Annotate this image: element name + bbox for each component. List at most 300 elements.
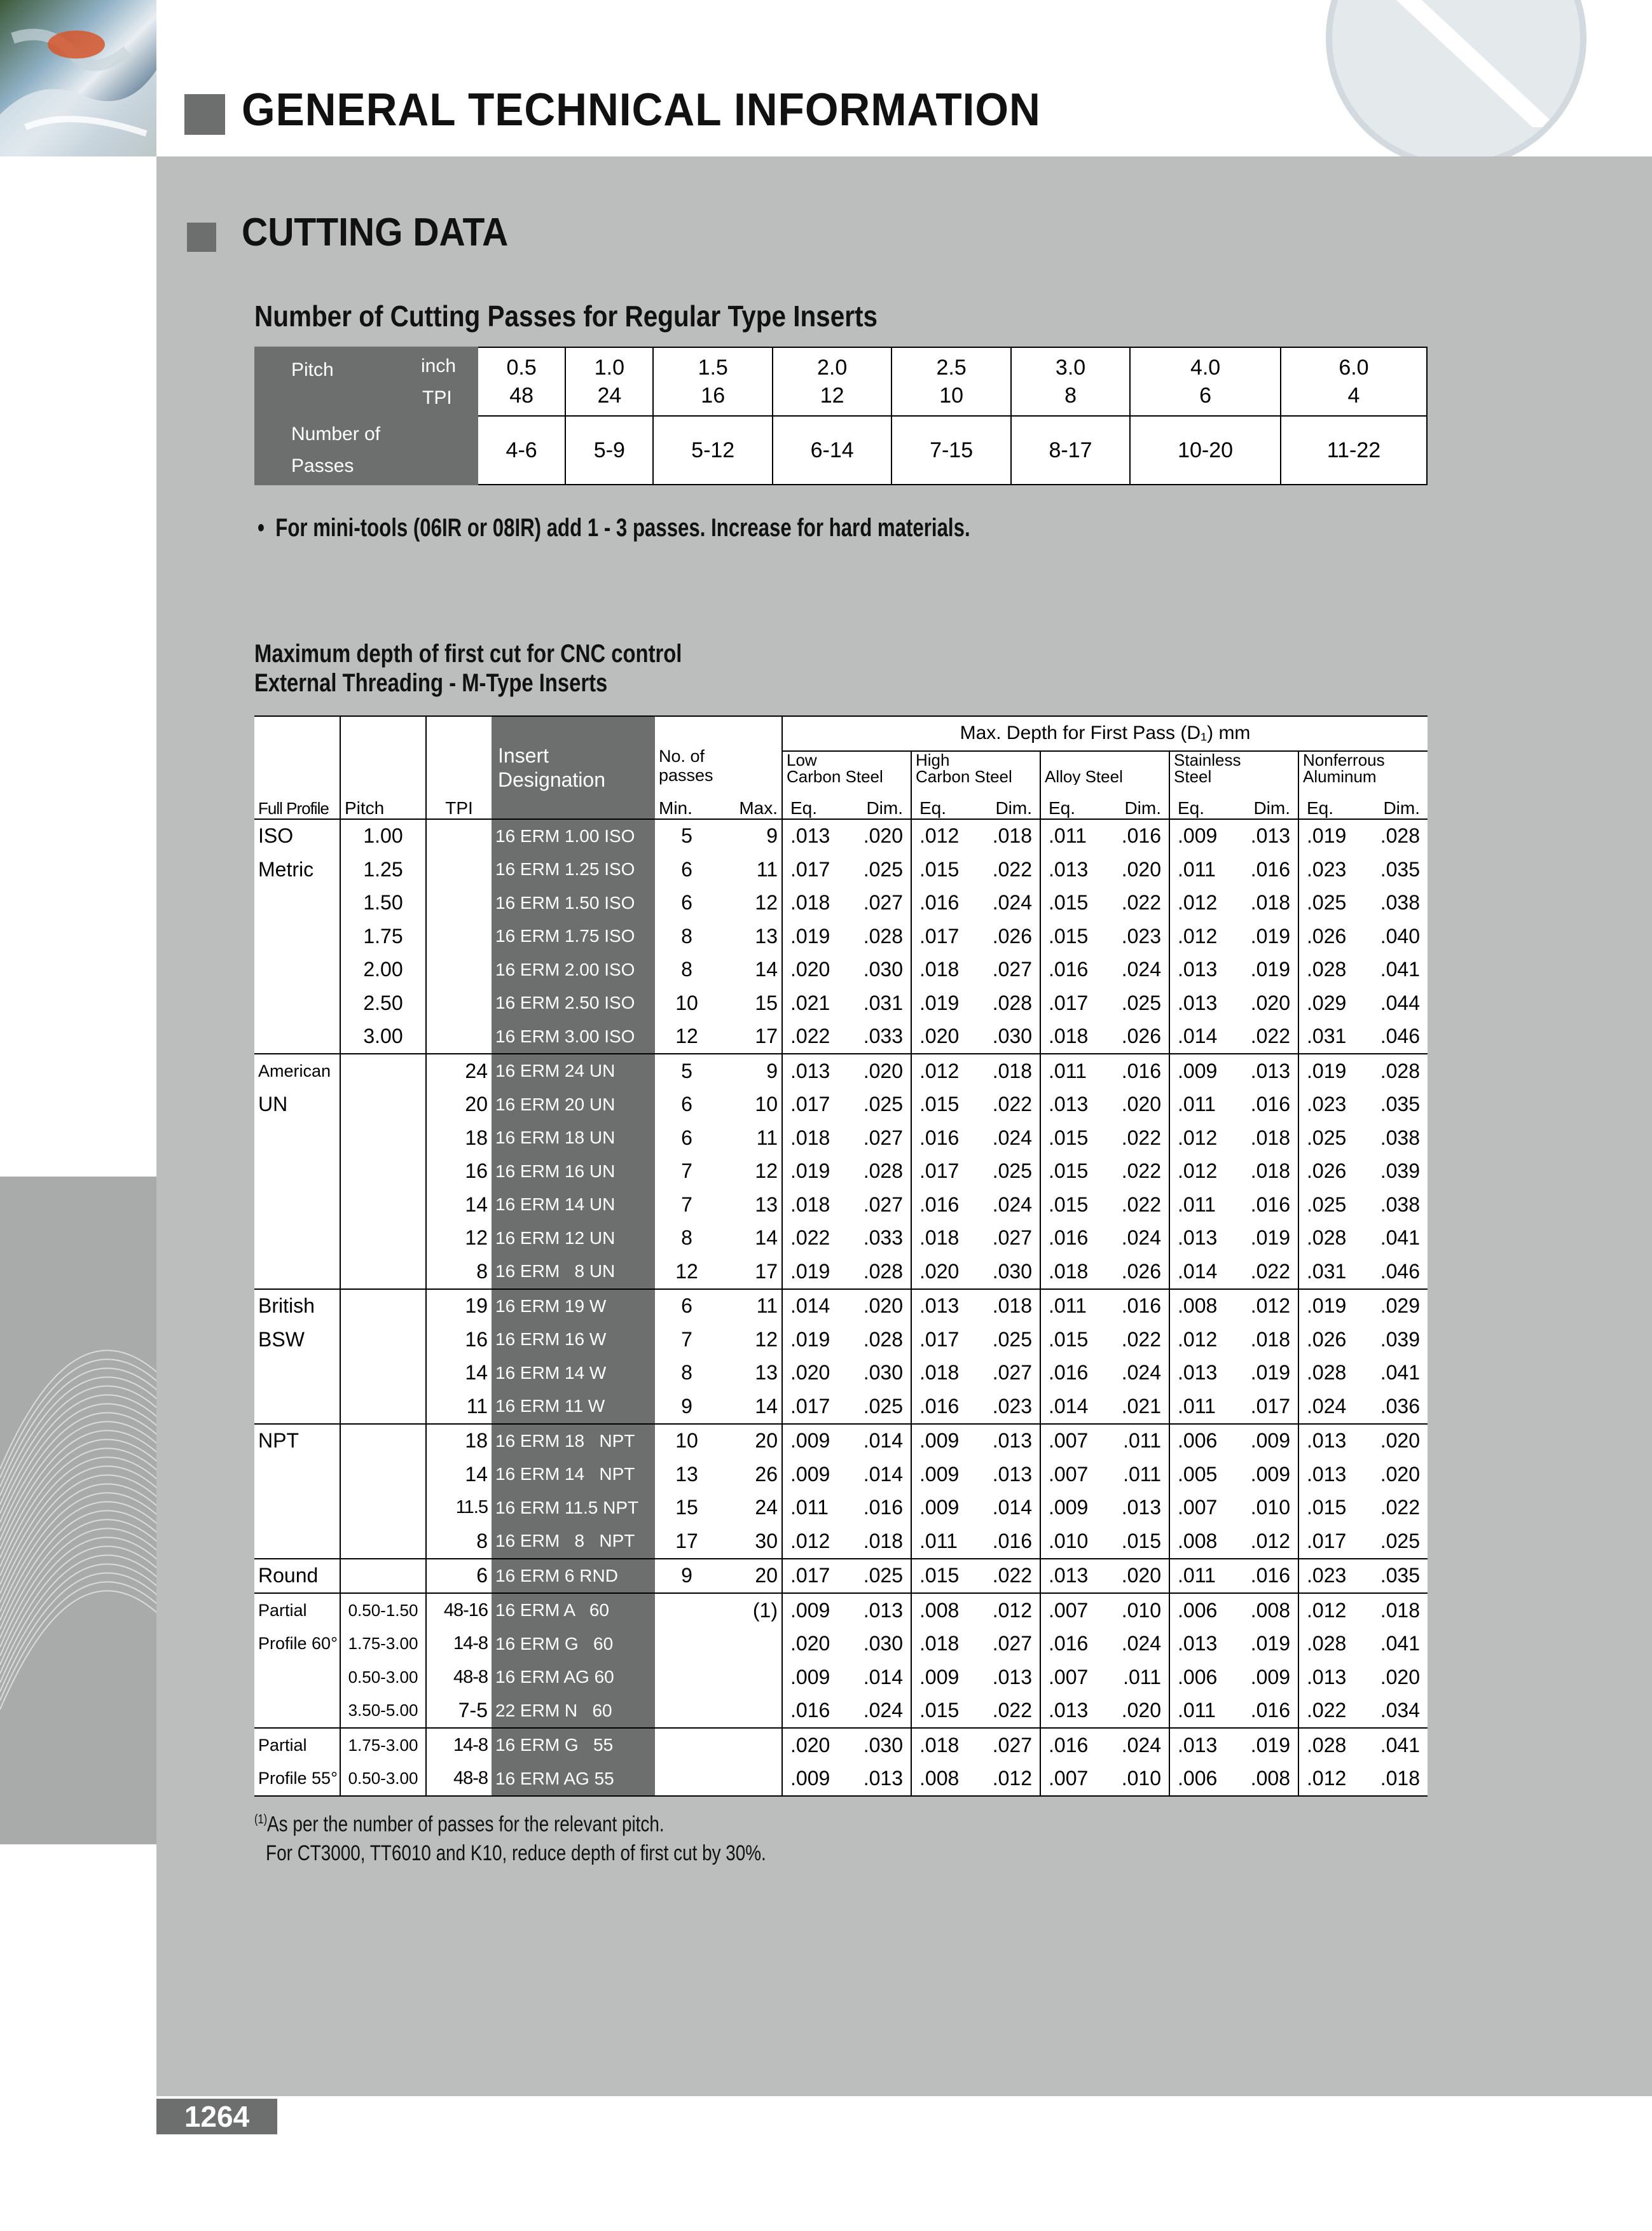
depth-cell — [1040, 887, 1169, 920]
eq-value: .008 — [1178, 1529, 1218, 1552]
dim-value: .014 — [992, 1496, 1032, 1519]
depth-cell — [1298, 1121, 1428, 1155]
insert-cell: 16 ERM 18 NPT — [492, 1424, 655, 1458]
depth-cell — [1298, 953, 1428, 987]
tpi-cell: 20 — [426, 1088, 492, 1122]
eq-value: .014 — [1049, 1394, 1089, 1418]
depth-cell — [1169, 1627, 1298, 1661]
profile-cell — [254, 1222, 340, 1255]
pitch-cell: 0.50-1.50 — [340, 1593, 426, 1627]
eq-value: .013 — [1307, 1429, 1347, 1453]
insert-cell: 16 ERM 1.50 ISO — [492, 887, 655, 920]
table-row — [254, 1627, 1428, 1661]
pitch-cell — [340, 1458, 426, 1491]
dim-value: .018 — [1250, 1126, 1290, 1149]
table-row — [254, 853, 1428, 887]
depth-cell — [911, 1694, 1040, 1729]
depth-cell — [1298, 920, 1428, 953]
pitch-cell: 4.0 6 — [1130, 347, 1281, 416]
page-title: GENERAL TECHNICAL INFORMATION — [242, 85, 1041, 135]
depth-cell — [1298, 1593, 1428, 1627]
eq-value: .015 — [1049, 891, 1089, 915]
dim-value: .008 — [1250, 1767, 1290, 1790]
dim-value: .022 — [992, 1699, 1032, 1722]
pitch-cell: 1.75-3.00 — [340, 1728, 426, 1762]
insert-cell: 16 ERM 14 NPT — [492, 1458, 655, 1491]
passes-cell: 5-12 — [653, 416, 772, 485]
pitch-cell: 0.5 48 — [478, 347, 565, 416]
depth-cell — [1040, 1627, 1169, 1661]
eq-value: .015 — [919, 1093, 960, 1116]
dim-value: .013 — [1250, 1059, 1290, 1082]
depth-cell — [1169, 1458, 1298, 1491]
passes-cell: 6-14 — [773, 416, 891, 485]
depth-cell — [1169, 1524, 1298, 1559]
insert-cell: 16 ERM 16 UN — [492, 1155, 655, 1189]
dim-value: .033 — [863, 1025, 903, 1048]
table-row — [254, 1559, 1428, 1594]
dim-value: .028 — [863, 924, 903, 948]
eq-value: .008 — [1178, 1294, 1218, 1318]
pitch-cell: 0.50-3.00 — [340, 1661, 426, 1694]
depth-cell — [1169, 1289, 1298, 1323]
tpi-cell: 12 — [426, 1222, 492, 1255]
eq-value: .012 — [1178, 1327, 1218, 1351]
min-passes-cell: 9 — [655, 1390, 719, 1424]
profile-cell — [254, 920, 340, 953]
dim-value: .027 — [992, 1733, 1032, 1757]
passes-cell: 11-22 — [1281, 416, 1427, 485]
eq-value: .006 — [1178, 1598, 1218, 1622]
depth-cell — [782, 1559, 911, 1594]
eq-value: .015 — [1049, 1159, 1089, 1183]
eq-value: .013 — [1049, 1093, 1089, 1116]
eq-value: .023 — [1307, 1093, 1347, 1116]
dim-value: .030 — [863, 1733, 903, 1757]
dim-value: .016 — [1121, 1059, 1161, 1082]
eq-value: .006 — [1178, 1767, 1218, 1790]
depth-cell — [782, 1390, 911, 1424]
eq-value: .023 — [1307, 1564, 1347, 1587]
eq-value: .018 — [919, 1632, 960, 1655]
dim-value: .013 — [863, 1767, 903, 1790]
depth-cell — [1169, 1593, 1298, 1627]
eq-value: .018 — [919, 958, 960, 981]
eq-value: .025 — [1307, 1126, 1347, 1149]
eq-value: .028 — [1307, 1733, 1347, 1757]
min-passes-cell: 9 — [655, 1559, 719, 1594]
min-passes-cell: 6 — [655, 1289, 719, 1323]
depth-cell — [911, 1762, 1040, 1797]
profile-cell — [254, 1661, 340, 1694]
min-passes-cell — [655, 1661, 719, 1694]
tpi-cell — [426, 1020, 492, 1054]
section-title: CUTTING DATA — [242, 211, 509, 254]
depth-cell — [1298, 1762, 1428, 1797]
dim-value: .018 — [1250, 1159, 1290, 1183]
depth-cell — [1040, 819, 1169, 853]
eq-value: .012 — [1178, 891, 1218, 915]
page-number: 1264 — [156, 2099, 277, 2134]
eq-value: .015 — [1307, 1496, 1347, 1519]
insert-cell: 16 ERM 8 UN — [492, 1255, 655, 1289]
pitch-cell: 3.0 8 — [1011, 347, 1130, 416]
depth-cell — [1169, 1694, 1298, 1729]
eq-value: .019 — [1307, 824, 1347, 848]
eq-value: .019 — [919, 991, 960, 1014]
depth-cell — [1169, 853, 1298, 887]
pitch-cell: 6.0 4 — [1281, 347, 1427, 416]
insert-cell: 16 ERM 3.00 ISO — [492, 1020, 655, 1054]
insert-cell: 16 ERM 16 W — [492, 1323, 655, 1357]
passes-table — [254, 347, 1428, 485]
eq-value: .024 — [1307, 1394, 1347, 1418]
eq-value: .012 — [1178, 924, 1218, 948]
max-passes-cell: 12 — [719, 1155, 782, 1189]
eq-value: .012 — [1178, 1159, 1218, 1183]
max-passes-cell: 14 — [719, 953, 782, 987]
header-photo — [0, 0, 156, 156]
dim-value: .019 — [1250, 1226, 1290, 1250]
depth-cell — [1298, 1222, 1428, 1255]
dim-value: .012 — [992, 1767, 1032, 1790]
dim-value: .017 — [1250, 1394, 1290, 1418]
eq-value: .013 — [1178, 1733, 1218, 1757]
insert-cell: 16 ERM 19 W — [492, 1289, 655, 1323]
eq-value: .018 — [1049, 1259, 1089, 1283]
eq-value: .013 — [1178, 1632, 1218, 1655]
title-square-icon — [184, 94, 225, 135]
eq-value: .018 — [1049, 1025, 1089, 1048]
depth-cell — [782, 920, 911, 953]
min-passes-cell: 17 — [655, 1524, 719, 1559]
dim-value: .019 — [1250, 924, 1290, 948]
dim-value: .022 — [1250, 1025, 1290, 1048]
max-passes-cell: 13 — [719, 1357, 782, 1390]
insert-cell: 16 ERM 14 W — [492, 1357, 655, 1390]
dim-value: .022 — [1380, 1496, 1420, 1519]
pitch-cell — [340, 1121, 426, 1155]
depth-cell — [1040, 1762, 1169, 1797]
dim-value: .009 — [1250, 1429, 1290, 1453]
footnote: $^{(1)}$As per the number of passes for the relevant pitch. For CT3000, TT6010 and K10, reduce depth of first cut by 30%. — [254, 1812, 766, 1866]
min-passes-cell: 13 — [655, 1458, 719, 1491]
eq-value: .017 — [919, 1327, 960, 1351]
dim-value: .022 — [992, 1564, 1032, 1587]
eq-value: .013 — [1307, 1462, 1347, 1486]
depth-cell — [911, 1020, 1040, 1054]
profile-cell — [254, 1458, 340, 1491]
depth-cell — [1169, 1255, 1298, 1289]
depth-cell — [911, 1390, 1040, 1424]
insert-cell: 16 ERM G 60 — [492, 1627, 655, 1661]
eq-value: .016 — [1049, 1733, 1089, 1757]
dim-value: .018 — [992, 1294, 1032, 1318]
eq-value: .016 — [1049, 1226, 1089, 1250]
dim-value: .018 — [1380, 1598, 1420, 1622]
pitch-header: Pitch inch TPI — [255, 347, 478, 416]
pitch-cell: 0.50-3.00 — [340, 1762, 426, 1797]
depth-cell — [1298, 1458, 1428, 1491]
depth-cell — [1169, 1155, 1298, 1189]
material-header: Low Carbon Steel — [782, 751, 911, 785]
dim-value: .028 — [1380, 1059, 1420, 1082]
dim-value: .025 — [863, 857, 903, 881]
depth-table-title: Maximum depth of first cut for CNC control External Threading - M-Type Inserts — [254, 640, 682, 697]
table-row — [254, 1323, 1428, 1357]
depth-cell — [1169, 819, 1298, 853]
tpi-cell — [426, 853, 492, 887]
eq-value: .026 — [1307, 1327, 1347, 1351]
eq-value: .011 — [790, 1496, 829, 1519]
insert-cell: 16 ERM 14 UN — [492, 1188, 655, 1222]
min-passes-cell: 7 — [655, 1155, 719, 1189]
eq-value: .011 — [1049, 1294, 1087, 1318]
profile-cell: BSW — [254, 1323, 340, 1357]
dim-value: .022 — [1121, 1327, 1161, 1351]
eq-value: .007 — [1049, 1665, 1089, 1689]
passes-cell: 5-9 — [565, 416, 653, 485]
tpi-cell: 14 — [426, 1458, 492, 1491]
tpi-cell: 11 — [426, 1390, 492, 1424]
eq-value: .013 — [1307, 1665, 1347, 1689]
insert-cell: 16 ERM AG 55 — [492, 1762, 655, 1797]
min-passes-cell: 6 — [655, 853, 719, 887]
min-passes-cell: 8 — [655, 953, 719, 987]
depth-cell — [1169, 887, 1298, 920]
eq-value: .016 — [919, 891, 960, 915]
profile-cell — [254, 1694, 340, 1729]
depth-cell — [911, 1323, 1040, 1357]
eq-dim-header: Eq. Dim. — [1169, 785, 1298, 819]
depth-cell — [1298, 1728, 1428, 1762]
max-passes-cell — [719, 1661, 782, 1694]
eq-value: .019 — [1307, 1059, 1347, 1082]
depth-cell — [782, 1188, 911, 1222]
profile-cell: Profile 60° — [254, 1627, 340, 1661]
max-passes-cell: 26 — [719, 1458, 782, 1491]
max-passes-cell: 9 — [719, 819, 782, 853]
dim-value: .025 — [1121, 991, 1161, 1014]
dim-value: .033 — [863, 1226, 903, 1250]
dim-value: .041 — [1380, 1226, 1420, 1250]
eq-value: .007 — [1049, 1429, 1089, 1453]
eq-value: .016 — [1049, 958, 1089, 981]
eq-value: .028 — [1307, 1361, 1347, 1385]
profile-cell: Round — [254, 1559, 340, 1594]
eq-value: .011 — [919, 1529, 958, 1552]
table-row — [254, 819, 1428, 853]
dim-value: .020 — [1250, 991, 1290, 1014]
dim-value: .020 — [1121, 1093, 1161, 1116]
dim-value: .020 — [1121, 1564, 1161, 1587]
depth-cell — [1298, 1255, 1428, 1289]
dim-value: .013 — [1121, 1496, 1161, 1519]
eq-value: .013 — [790, 824, 830, 848]
pitch-cell: 1.75-3.00 — [340, 1627, 426, 1661]
material-header: Stainless Steel — [1169, 751, 1298, 785]
max-passes-cell: 20 — [719, 1559, 782, 1594]
depth-cell — [782, 1121, 911, 1155]
depth-cell — [1298, 986, 1428, 1020]
profile-cell — [254, 1155, 340, 1189]
eq-value: .012 — [1307, 1767, 1347, 1790]
depth-cell — [911, 1458, 1040, 1491]
eq-value: .010 — [1049, 1529, 1089, 1552]
eq-value: .015 — [1049, 1126, 1089, 1149]
eq-value: .017 — [1049, 991, 1089, 1014]
eq-value: .028 — [1307, 1226, 1347, 1250]
depth-cell — [1298, 1559, 1428, 1594]
depth-cell — [911, 1121, 1040, 1155]
depth-cell — [1040, 1524, 1169, 1559]
eq-dim-header: Eq. Dim. — [1298, 785, 1428, 819]
min-passes-cell — [655, 1762, 719, 1797]
pitch-cell — [340, 1357, 426, 1390]
eq-value: .018 — [790, 1126, 830, 1149]
dim-value: .030 — [992, 1259, 1032, 1283]
depth-cell — [782, 1255, 911, 1289]
eq-value: .031 — [1307, 1025, 1347, 1048]
eq-value: .015 — [919, 1699, 960, 1722]
dim-value: .035 — [1380, 857, 1420, 881]
eq-value: .028 — [1307, 1632, 1347, 1655]
eq-value: .012 — [1307, 1598, 1347, 1622]
tpi-cell: 18 — [426, 1121, 492, 1155]
tpi-header: TPI — [426, 785, 492, 819]
depth-cell — [1298, 1357, 1428, 1390]
dim-value: .016 — [1121, 824, 1161, 848]
tpi-cell: 48-8 — [426, 1661, 492, 1694]
max-passes-cell: 13 — [719, 1188, 782, 1222]
dim-value: .013 — [992, 1462, 1032, 1486]
depth-cell — [1040, 953, 1169, 987]
table-row — [254, 1088, 1428, 1122]
tpi-cell — [426, 920, 492, 953]
pitch-cell: 3.00 — [340, 1020, 426, 1054]
table-row — [254, 1020, 1428, 1054]
dim-value: .015 — [1121, 1529, 1161, 1552]
tpi-cell: 19 — [426, 1289, 492, 1323]
max-passes-cell: 10 — [719, 1088, 782, 1122]
dim-value: .024 — [1121, 1733, 1161, 1757]
pitch-cell — [340, 1255, 426, 1289]
depth-cell — [1169, 1121, 1298, 1155]
eq-value: .008 — [919, 1598, 960, 1622]
table-row — [254, 1524, 1428, 1559]
tpi-cell: 16 — [426, 1323, 492, 1357]
eq-value: .006 — [1178, 1665, 1218, 1689]
eq-value: .020 — [790, 958, 830, 981]
min-header: Min. — [655, 785, 719, 819]
eq-value: .014 — [1178, 1259, 1218, 1283]
eq-value: .025 — [1307, 891, 1347, 915]
profile-cell: British — [254, 1289, 340, 1323]
eq-value: .029 — [1307, 991, 1347, 1014]
dim-value: .046 — [1380, 1259, 1420, 1283]
depth-cell — [911, 1491, 1040, 1525]
dim-value: .028 — [863, 1159, 903, 1183]
dim-value: .010 — [1250, 1496, 1290, 1519]
dim-value: .030 — [992, 1025, 1032, 1048]
max-passes-cell: 11 — [719, 853, 782, 887]
eq-value: .017 — [790, 1093, 830, 1116]
insert-cell: 16 ERM 6 RND — [492, 1559, 655, 1594]
dim-value: .022 — [1121, 1159, 1161, 1183]
pitch-cell — [340, 1188, 426, 1222]
tpi-cell: 14-8 — [426, 1728, 492, 1762]
depth-cell — [1298, 1694, 1428, 1729]
profile-cell — [254, 1188, 340, 1222]
pitch-cell: 3.50-5.00 — [340, 1694, 426, 1729]
dim-value: .026 — [1121, 1025, 1161, 1048]
dim-value: .021 — [1121, 1394, 1161, 1418]
depth-cell — [1169, 1054, 1298, 1088]
dim-value: .016 — [863, 1496, 903, 1519]
dim-value: .009 — [1250, 1665, 1290, 1689]
max-passes-cell — [719, 1694, 782, 1729]
profile-cell: American — [254, 1054, 340, 1088]
eq-value: .022 — [790, 1025, 830, 1048]
depth-cell — [782, 1020, 911, 1054]
eq-value: .019 — [790, 924, 830, 948]
eq-value: .011 — [1178, 1564, 1216, 1587]
dim-value: .036 — [1380, 1394, 1420, 1418]
eq-value: .015 — [919, 1564, 960, 1587]
dim-value: .011 — [1123, 1665, 1161, 1689]
insert-cell: 16 ERM 11 W — [492, 1390, 655, 1424]
min-passes-cell: 15 — [655, 1491, 719, 1525]
insert-cell: 16 ERM 8 NPT — [492, 1524, 655, 1559]
depth-cell — [782, 1491, 911, 1525]
depth-cell — [1040, 1222, 1169, 1255]
eq-value: .019 — [790, 1327, 830, 1351]
dim-value: .041 — [1380, 958, 1420, 981]
dim-value: .024 — [992, 891, 1032, 915]
dim-value: .023 — [1121, 924, 1161, 948]
depth-table — [254, 715, 1428, 1797]
pitch-header: Pitch — [340, 785, 426, 819]
depth-cell — [1169, 1762, 1298, 1797]
dim-value: .016 — [992, 1529, 1032, 1552]
dim-value: .024 — [1121, 958, 1161, 981]
depth-cell — [782, 1593, 911, 1627]
dim-value: .041 — [1380, 1632, 1420, 1655]
eq-value: .028 — [1307, 958, 1347, 981]
insert-cell: 16 ERM A 60 — [492, 1593, 655, 1627]
min-passes-cell: 5 — [655, 1054, 719, 1088]
eq-value: .009 — [919, 1665, 960, 1689]
dim-value: .024 — [1121, 1361, 1161, 1385]
pitch-cell — [340, 1424, 426, 1458]
min-passes-cell: 12 — [655, 1255, 719, 1289]
depth-cell — [911, 953, 1040, 987]
eq-value: .011 — [1049, 824, 1087, 848]
pitch-cell: 1.75 — [340, 920, 426, 953]
dim-value: .022 — [1121, 1192, 1161, 1216]
depth-cell — [1169, 1222, 1298, 1255]
dim-value: .030 — [863, 1361, 903, 1385]
depth-cell — [782, 1627, 911, 1661]
depth-cell — [1298, 1323, 1428, 1357]
max-passes-cell: 30 — [719, 1524, 782, 1559]
depth-cell — [1298, 1020, 1428, 1054]
dim-value: .025 — [863, 1394, 903, 1418]
eq-value: .017 — [790, 1564, 830, 1587]
depth-cell — [1040, 1559, 1169, 1594]
max-passes-cell: 12 — [719, 887, 782, 920]
depth-cell — [1169, 1088, 1298, 1122]
